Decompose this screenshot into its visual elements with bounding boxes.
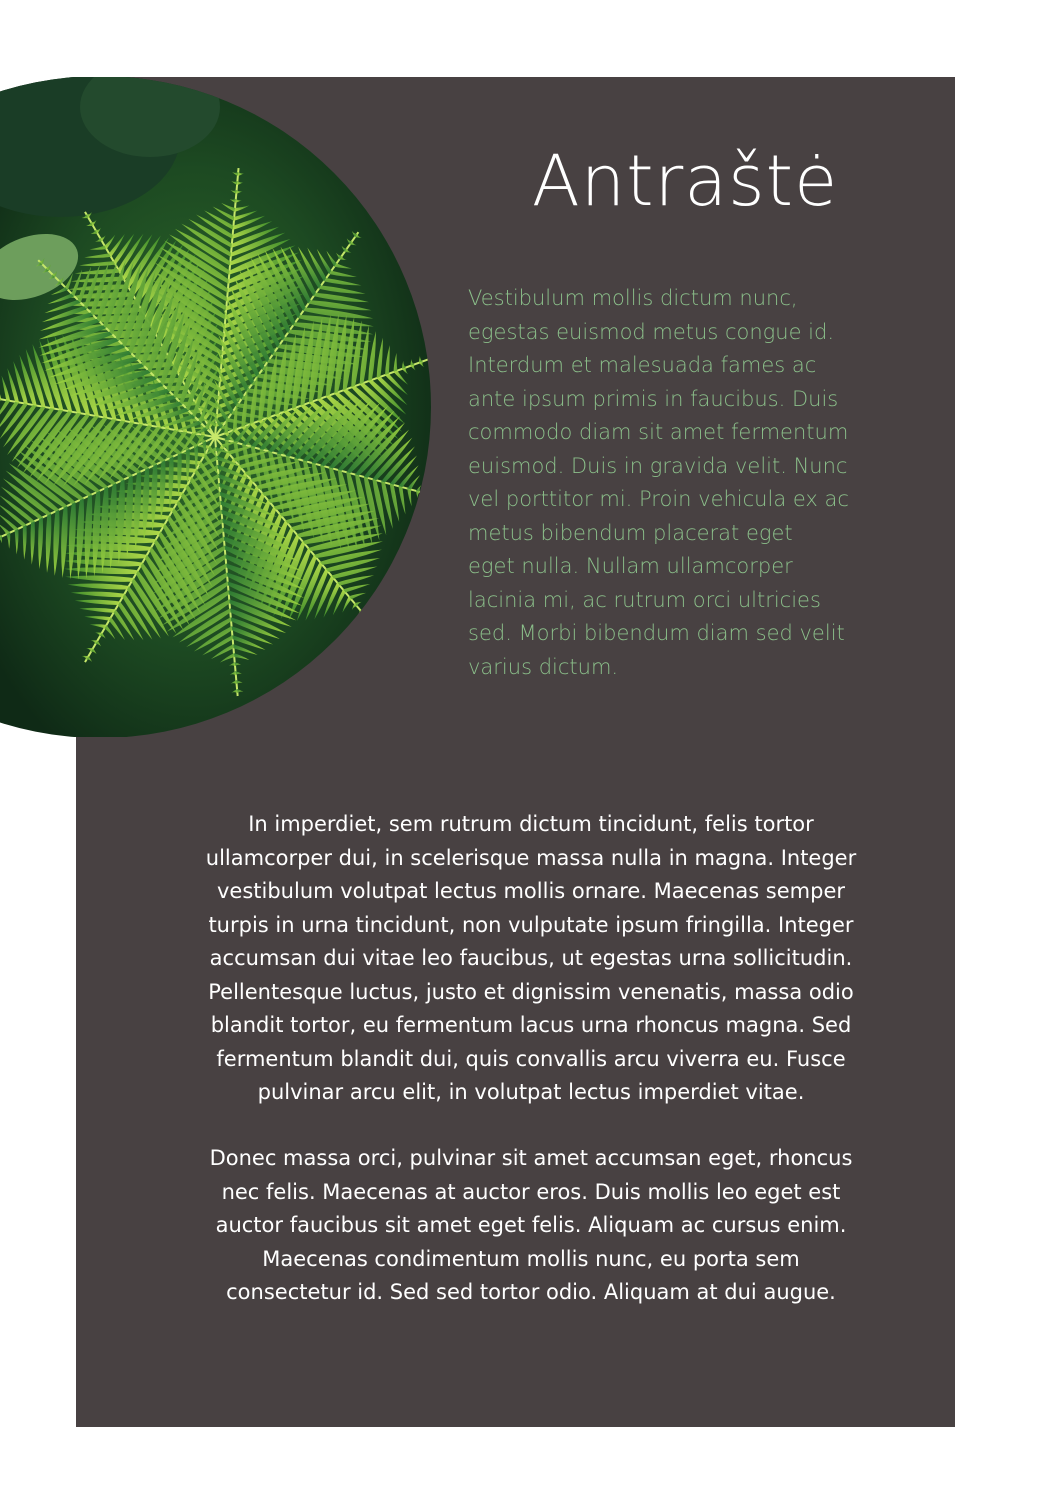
intro-paragraph: Vestibulum mollis dictum nunc, egestas euismod metus congue id. Interdum et malesuada fames ac ante ipsum primis in faucibus. Duis commodo diam sit amet fermentum euismod. Duis in gravida velit. Nunc vel porttitor mi. Proin vehicula ex ac metus bibendum placerat eget eget nulla. Nullam ullamcorper lacinia mi, ac rutrum orci ultricies sed. Morbi bibendum diam sed velit varius dictum. <box>468 286 849 679</box>
body-paragraph-2: Donec massa orci, pulvinar sit amet accumsan eget, rhoncus nec felis. Maecenas at auctor eros. Duis mollis leo eget est auctor faucibus sit amet eget felis. Aliquam ac cursus enim. Maecenas condimentum mollis nunc, eu porta sem consectetur id. Sed sed tortor odio. Aliquam at dui augue. <box>209 1146 853 1304</box>
page-title: Antraštė <box>531 140 839 222</box>
fern-leaves-photo <box>0 77 431 737</box>
body-paragraph-1: In imperdiet, sem rutrum dictum tincidunt, felis tortor ullamcorper dui, in scelerisque massa nulla in magna. Integer vestibulum volutpat lectus mollis ornare. Maecenas semper turpis in urna tincidunt, non vulputate ipsum fringilla. Integer accumsan dui vitae leo faucibus, ut egestas urna sollicitudin. Pellentesque luctus, justo et dignissim venenatis, massa odio blandit tortor, eu fermentum lacus urna rhoncus magna. Sed fermentum blandit dui, quis convallis arcu viverra eu. Fusce pulvinar arcu elit, in volutpat lectus imperdiet vitae. <box>205 812 857 1104</box>
